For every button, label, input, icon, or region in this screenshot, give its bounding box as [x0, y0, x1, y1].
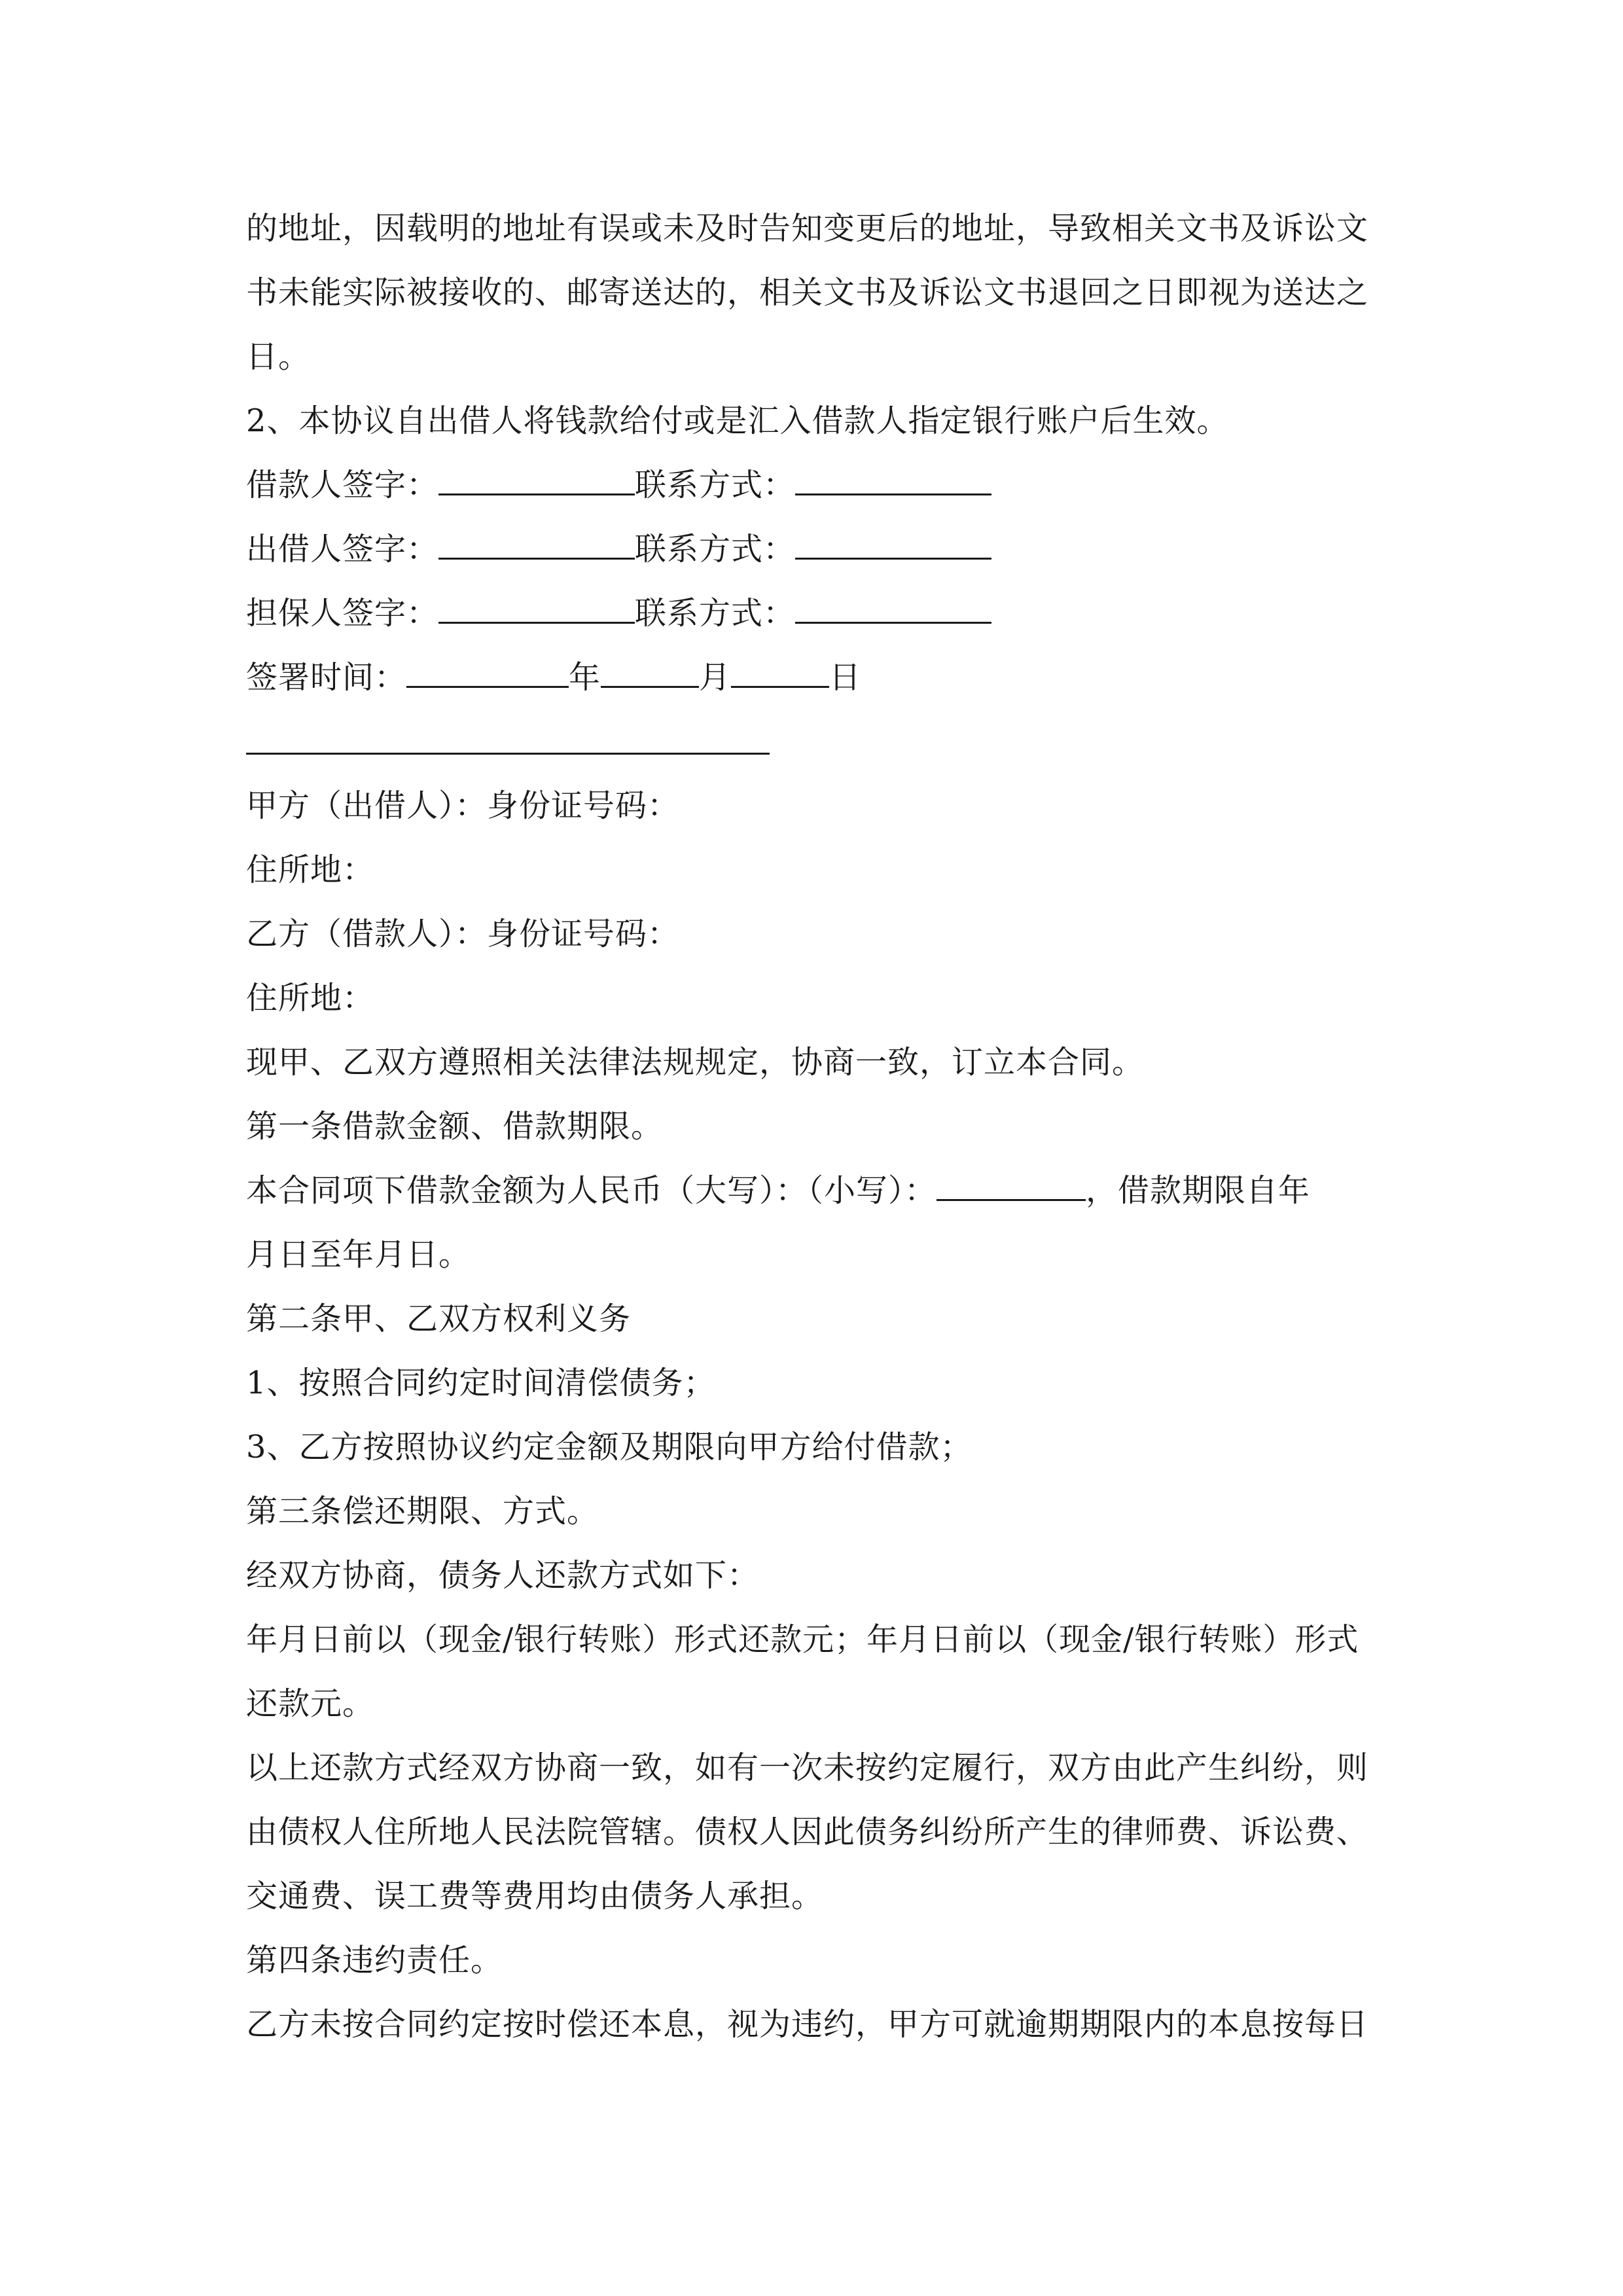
article-2-item: 1、按照合同约定时间清偿债务； [246, 1365, 716, 1401]
party-a-line: 甲方（出借人）：身份证号码： [246, 787, 680, 824]
month-label: 月 [699, 659, 732, 696]
amount-blank [936, 1161, 1086, 1201]
article-3-intro: 经双方协商，债务人还款方式如下： [246, 1557, 760, 1594]
signature-row-lender [246, 517, 1398, 581]
section-separator [246, 709, 1398, 774]
article-3-method-line: 还款元。 [246, 1685, 375, 1722]
month-blank [601, 648, 699, 688]
term-text: ，借款期限自年 [1086, 1172, 1311, 1209]
signing-date-row [246, 645, 1398, 709]
article-3-clause-line: 交通费、误工费等费用均由债务人承担。 [246, 1878, 824, 1914]
party-b-line: 乙方（借款人）：身份证号码： [246, 916, 680, 952]
signer-label: 出借人签字： [246, 531, 439, 567]
effective-clause: 2、本协议自出借人将钱款给付或是汇入借款人指定银行账户后生效。 [246, 403, 1229, 439]
signature-row-borrower [246, 453, 1398, 517]
article-4-text: 乙方未按合同约定按时偿还本息，视为违约，甲方可就逾期期限内的本息按每日 [246, 2006, 1369, 2043]
contact-blank [795, 584, 991, 624]
article-3-title: 第三条偿还期限、方式。 [246, 1493, 599, 1530]
article-4-title: 第四条违约责任。 [246, 1942, 503, 1979]
article-3-method-line: 年月日前以（现金/银行转账）形式还款元；年月日前以（现金/银行转账）形式 [246, 1621, 1359, 1658]
separator-rule [246, 753, 770, 755]
party-b-address: 住所地： [246, 980, 375, 1016]
contact-label: 联系方式： [635, 467, 796, 503]
day-label: 日 [829, 659, 862, 696]
signer-label: 借款人签字： [246, 467, 439, 503]
year-blank [406, 648, 569, 688]
article-1-title: 第一条借款金额、借款期限。 [246, 1108, 664, 1145]
signature-row-guarantor [246, 581, 1398, 645]
contact-label: 联系方式： [635, 595, 796, 632]
day-blank [731, 648, 829, 688]
paragraph-line: 的地址，因载明的地址有误或未及时告知变更后的地址，导致相关文书及诉讼文 [246, 210, 1369, 247]
article-1-term-line: 月日至年月日。 [246, 1236, 471, 1273]
article-2-title: 第二条甲、乙双方权利义务 [246, 1300, 632, 1337]
document-body [246, 196, 1398, 2056]
contact-label: 联系方式： [635, 531, 796, 567]
amount-text: 本合同项下借款金额为人民币（大写）：（小写）： [246, 1172, 937, 1209]
signature-blank [438, 520, 635, 560]
signature-blank [438, 456, 635, 495]
paragraph-line: 书未能实际被接收的、邮寄送达的，相关文书及诉讼文书退回之日即视为送达之 [246, 274, 1369, 311]
paragraph-line: 日。 [246, 338, 311, 375]
date-label: 签署时间： [246, 659, 407, 696]
article-3-clause-line: 由债权人住所地人民法院管辖。债权人因此债务纠纷所产生的律师费、诉讼费、 [246, 1814, 1369, 1850]
contact-blank [795, 520, 991, 560]
year-label: 年 [569, 659, 601, 696]
contact-blank [795, 456, 991, 495]
contract-preamble: 现甲、乙双方遵照相关法律法规规定，协商一致，订立本合同。 [246, 1044, 1145, 1081]
signer-label: 担保人签字： [246, 595, 439, 632]
article-1-amount-line [246, 1158, 1398, 1223]
article-3-clause-line: 以上还款方式经双方协商一致，如有一次未按约定履行，双方由此产生纠纷，则 [246, 1749, 1369, 1786]
article-2-item: 3、乙方按照协议约定金额及期限向甲方给付借款； [246, 1429, 972, 1465]
party-a-address: 住所地： [246, 852, 375, 888]
signature-blank [438, 584, 635, 624]
